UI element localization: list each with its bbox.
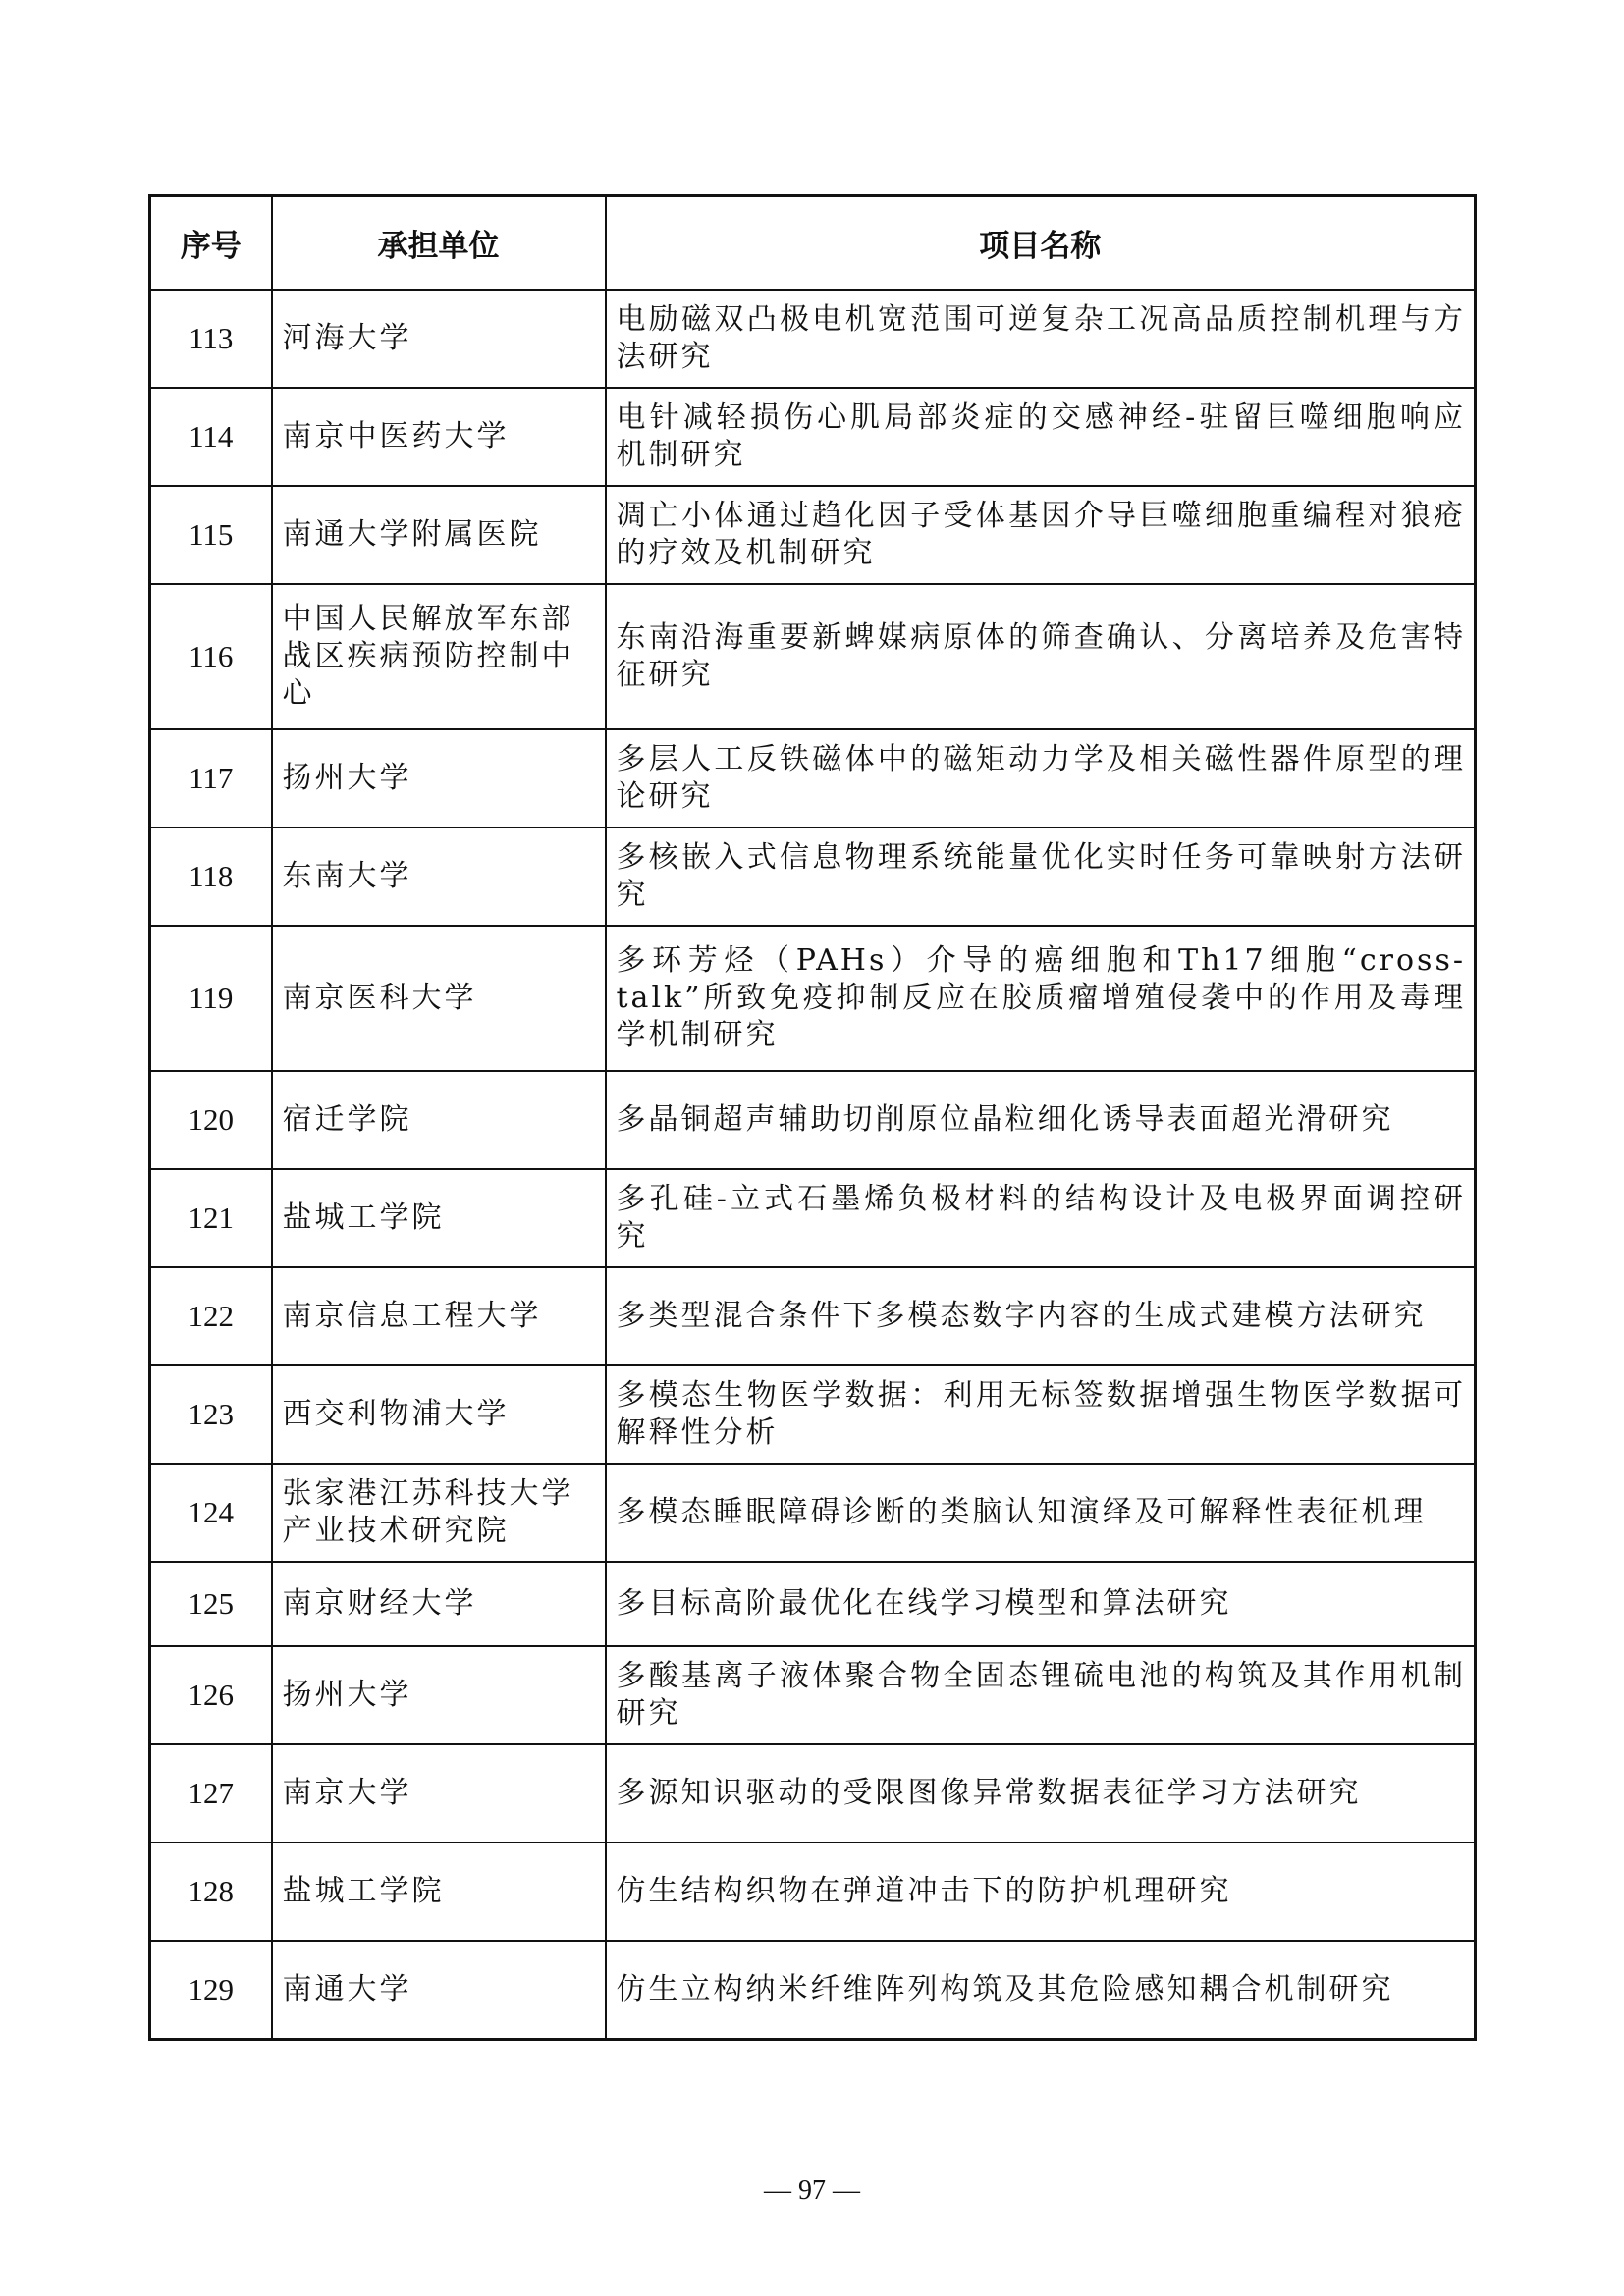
cell-organization: 南京财经大学 bbox=[272, 1562, 606, 1646]
header-org: 承担单位 bbox=[272, 196, 606, 291]
cell-organization: 南京中医药大学 bbox=[272, 388, 606, 486]
cell-seq: 113 bbox=[150, 290, 272, 388]
cell-project-name: 多模态睡眠障碍诊断的类脑认知演绎及可解释性表征机理 bbox=[606, 1464, 1476, 1562]
cell-seq: 115 bbox=[150, 486, 272, 584]
cell-seq: 116 bbox=[150, 584, 272, 729]
cell-organization: 南通大学附属医院 bbox=[272, 486, 606, 584]
cell-seq: 119 bbox=[150, 926, 272, 1071]
cell-project-name: 多层人工反铁磁体中的磁矩动力学及相关磁性器件原型的理论研究 bbox=[606, 729, 1476, 828]
cell-project-name: 仿生立构纳米纤维阵列构筑及其危险感知耦合机制研究 bbox=[606, 1941, 1476, 2039]
cell-organization: 南京大学 bbox=[272, 1744, 606, 1842]
cell-seq: 127 bbox=[150, 1744, 272, 1842]
table-row bbox=[150, 584, 1476, 729]
table-row bbox=[150, 1169, 1476, 1267]
table-row bbox=[150, 1562, 1476, 1646]
cell-organization: 张家港江苏科技大学产业技术研究院 bbox=[272, 1464, 606, 1562]
cell-project-name: 多酸基离子液体聚合物全固态锂硫电池的构筑及其作用机制研究 bbox=[606, 1646, 1476, 1744]
cell-seq: 124 bbox=[150, 1464, 272, 1562]
cell-project-name: 多类型混合条件下多模态数字内容的生成式建模方法研究 bbox=[606, 1267, 1476, 1365]
cell-project-name: 多核嵌入式信息物理系统能量优化实时任务可靠映射方法研究 bbox=[606, 828, 1476, 926]
table-row bbox=[150, 1646, 1476, 1744]
page-number: — 97 — bbox=[764, 2175, 860, 2206]
table-row bbox=[150, 1365, 1476, 1464]
table-row bbox=[150, 388, 1476, 486]
cell-organization: 扬州大学 bbox=[272, 729, 606, 828]
cell-project-name: 电励磁双凸极电机宽范围可逆复杂工况高品质控制机理与方法研究 bbox=[606, 290, 1476, 388]
header-project: 项目名称 bbox=[606, 196, 1476, 291]
cell-organization: 中国人民解放军东部战区疾病预防控制中心 bbox=[272, 584, 606, 729]
table-row bbox=[150, 729, 1476, 828]
cell-seq: 125 bbox=[150, 1562, 272, 1646]
cell-organization: 西交利物浦大学 bbox=[272, 1365, 606, 1464]
table-row bbox=[150, 290, 1476, 388]
table-row bbox=[150, 1267, 1476, 1365]
project-table bbox=[148, 194, 1477, 2041]
cell-organization: 盐城工学院 bbox=[272, 1169, 606, 1267]
cell-seq: 121 bbox=[150, 1169, 272, 1267]
cell-project-name: 多环芳烃（PAHs）介导的癌细胞和Th17细胞“cross-talk”所致免疫抑制反应在胶质瘤增殖侵袭中的作用及毒理学机制研究 bbox=[606, 926, 1476, 1071]
cell-organization: 宿迁学院 bbox=[272, 1071, 606, 1169]
table-row bbox=[150, 828, 1476, 926]
cell-project-name: 多孔硅-立式石墨烯负极材料的结构设计及电极界面调控研究 bbox=[606, 1169, 1476, 1267]
table-row bbox=[150, 926, 1476, 1071]
cell-project-name: 电针减轻损伤心肌局部炎症的交感神经-驻留巨噬细胞响应机制研究 bbox=[606, 388, 1476, 486]
cell-seq: 120 bbox=[150, 1071, 272, 1169]
cell-seq: 117 bbox=[150, 729, 272, 828]
cell-project-name: 仿生结构织物在弹道冲击下的防护机理研究 bbox=[606, 1842, 1476, 1941]
cell-seq: 122 bbox=[150, 1267, 272, 1365]
cell-organization: 南京医科大学 bbox=[272, 926, 606, 1071]
cell-organization: 东南大学 bbox=[272, 828, 606, 926]
cell-project-name: 多源知识驱动的受限图像异常数据表征学习方法研究 bbox=[606, 1744, 1476, 1842]
table-row bbox=[150, 1744, 1476, 1842]
table-row bbox=[150, 1464, 1476, 1562]
cell-project-name: 多目标高阶最优化在线学习模型和算法研究 bbox=[606, 1562, 1476, 1646]
cell-seq: 128 bbox=[150, 1842, 272, 1941]
table-body bbox=[150, 290, 1476, 2039]
table-row bbox=[150, 1071, 1476, 1169]
cell-seq: 123 bbox=[150, 1365, 272, 1464]
cell-seq: 114 bbox=[150, 388, 272, 486]
cell-project-name: 凋亡小体通过趋化因子受体基因介导巨噬细胞重编程对狼疮的疗效及机制研究 bbox=[606, 486, 1476, 584]
cell-organization: 扬州大学 bbox=[272, 1646, 606, 1744]
cell-project-name: 东南沿海重要新蜱媒病原体的筛查确认、分离培养及危害特征研究 bbox=[606, 584, 1476, 729]
header-seq: 序号 bbox=[150, 196, 272, 291]
table-row bbox=[150, 1842, 1476, 1941]
cell-seq: 126 bbox=[150, 1646, 272, 1744]
cell-organization: 河海大学 bbox=[272, 290, 606, 388]
cell-seq: 129 bbox=[150, 1941, 272, 2039]
table-row bbox=[150, 486, 1476, 584]
table-header-row bbox=[150, 196, 1476, 291]
cell-seq: 118 bbox=[150, 828, 272, 926]
cell-project-name: 多晶铜超声辅助切削原位晶粒细化诱导表面超光滑研究 bbox=[606, 1071, 1476, 1169]
table-row bbox=[150, 1941, 1476, 2039]
cell-organization: 盐城工学院 bbox=[272, 1842, 606, 1941]
cell-project-name: 多模态生物医学数据：利用无标签数据增强生物医学数据可解释性分析 bbox=[606, 1365, 1476, 1464]
cell-organization: 南京信息工程大学 bbox=[272, 1267, 606, 1365]
cell-organization: 南通大学 bbox=[272, 1941, 606, 2039]
